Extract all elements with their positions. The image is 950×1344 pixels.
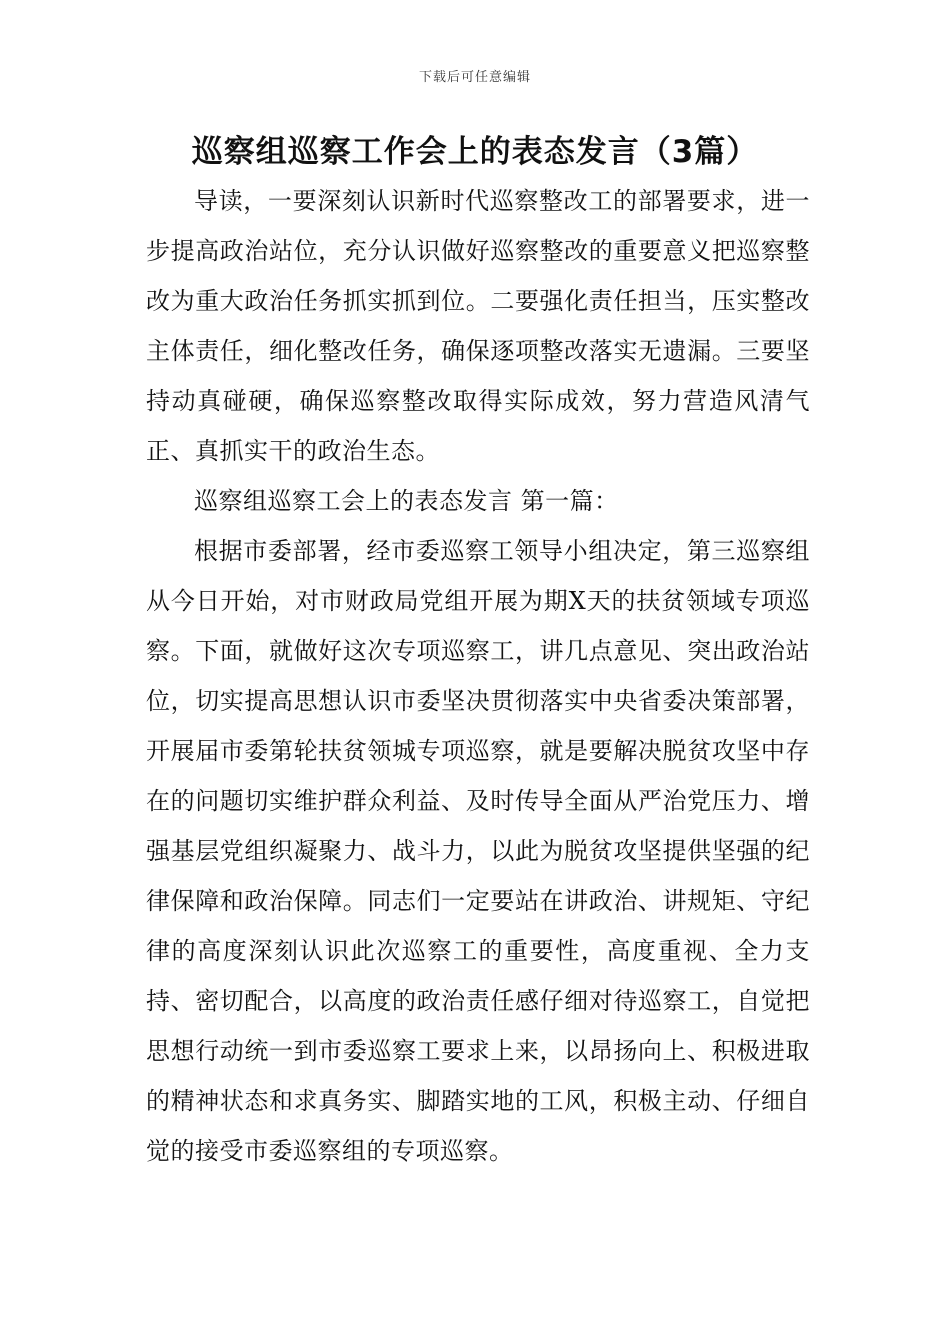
document-title: 巡察组巡察工作会上的表态发言（3篇）	[191, 134, 759, 170]
paragraph-section-heading: 巡察组巡察工会上的表态发言 第一篇：	[194, 487, 619, 515]
document-body	[146, 176, 810, 1176]
paragraph-speech: 根据市委部署，经市委巡察工领导小组决定，第三巡察组从今日开始，对市财政局党组开展为期X天的扶贫领域专项巡察。下面，就做好这次专项巡察工，讲几点意见、突出政治站位，切实提高思想认识市委坚决贯彻落实中央省委决策部署，开展届市委第轮扶贫领城专项巡察，就是要解决脱贫攻坚中存在的问题切实维护群众利益、及时传导全面从严治党压力、增强基层党组织凝聚力、战斗力，以此为脱贫攻坚提供坚强的纪律保障和政治保障。同志们一定要站在讲政治、讲规矩、守纪律的高度深刻认识此次巡察工的重要性，高度重视、全力支持、密切配合，以高度的政治责任感仔细对待巡察工，自觉把思想行动统一到市委巡察工要求上来，以昂扬向上、积极进取的精神状态和求真务实、脚踏实地的工风，积极主动、仔细自觉的接受市委巡察组的专项巡察。	[146, 537, 810, 1165]
header-note: 下载后可任意编辑	[418, 70, 531, 85]
paragraph-intro: 导读，一要深刻认识新时代巡察整改工的部署要求，进一步提高政治站位，充分认识做好巡察整改的重要意义把巡察整改为重大政治任务抓实抓到位。二要强化责任担当，压实整改主体责任，细化整改任务，确保逐项整改落实无遗漏。三要坚持动真碰硬，确保巡察整改取得实际成效，努力营造风清气正、真抓实干的政治生态。	[146, 187, 810, 465]
